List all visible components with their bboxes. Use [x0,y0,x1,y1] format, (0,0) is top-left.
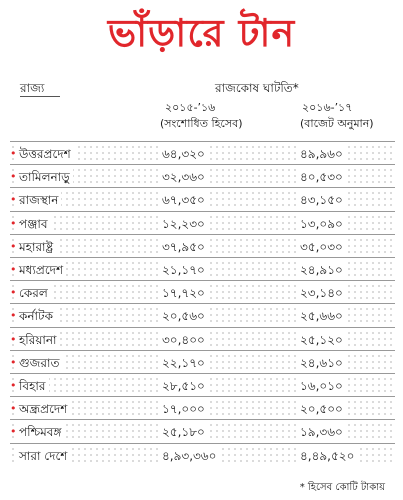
state-name: পশ্চিমবঙ্গ [18,424,64,444]
row-separator [10,164,395,165]
row-separator [10,187,395,188]
bullet-icon: • [10,402,17,415]
table-row [10,237,395,256]
deficit-2016-17: ৪০,৫৩০ [298,169,345,189]
deficit-2016-17: ২৫,১২০ [298,332,345,352]
deficit-2015-16: ২৮,৫১০ [160,378,207,398]
deficit-2016-17: ২৩,১৪০ [298,285,345,305]
table-row [10,330,395,349]
deficit-2015-16: ১৭,০০০ [160,401,207,421]
deficit-2015-16: ৩৭,৯৫০ [160,239,207,259]
deficit-2015-16: ২১,১৭০ [160,262,207,282]
row-separator [10,443,395,444]
year1-label: ২০১৫-’১৬ [165,101,216,114]
state-column-header: রাজ্য [20,81,45,95]
year2-note: (বাজেট অনুমান) [300,117,374,130]
table-row [10,144,395,163]
state-name: সারা দেশে [18,448,70,468]
footnote: * হিসেব কোটি টাকায় [299,482,385,493]
table-row [10,306,395,325]
deficit-2015-16: ৪,৯৩,৩৬০ [160,448,218,468]
deficit-2015-16: ১৭,৭২০ [160,285,207,305]
year2-label: ২০১৬-’১৭ [302,101,353,114]
table-row [10,422,395,441]
deficit-2016-17: ২৪,৯১০ [298,262,345,282]
state-name: গুজরাত [18,355,62,375]
state-name: উত্তরপ্রদেশ [18,146,74,166]
table-row [10,399,395,418]
bullet-icon: • [10,170,17,183]
deficit-2015-16: ৩০,৪০০ [160,332,207,352]
state-name: অন্ধ্রপ্রদেশ [18,401,70,421]
page-title: ভাঁড়ারে টান [107,11,296,55]
state-name: মহারাষ্ট্র [18,239,56,259]
bullet-icon: • [10,379,17,392]
row-separator [10,141,395,142]
row-separator [10,419,395,420]
row-separator [10,396,395,397]
bullet-icon: • [10,333,17,346]
bullet-icon: • [10,425,17,438]
bullet-icon: • [10,286,17,299]
table-row [10,214,395,233]
state-name: তামিলনাড়ু [18,169,73,189]
table-row [10,190,395,209]
deficit-2016-17: ২০,৫০০ [298,401,345,421]
deficit-2015-16: ২২,১৭০ [160,355,207,375]
deficit-2015-16: ৬৭,৩৫০ [160,192,207,212]
state-name: পঞ্জাব [18,216,51,236]
state-name: মধ্যপ্রদেশ [18,262,66,282]
bullet-icon: • [10,147,17,160]
bullet-icon: • [10,309,17,322]
row-separator [10,303,395,304]
row-separator [10,373,395,374]
table-row [10,283,395,302]
deficit-column-header: রাজকোষ ঘাটতি* [215,81,299,95]
deficit-2016-17: ৪৩,১৫০ [298,192,345,212]
deficit-2016-17: ২৫,৬৬০ [298,308,345,328]
deficit-2015-16: ৬৪,৩২০ [160,146,207,166]
table-row [10,260,395,279]
state-name: হরিয়ানা [18,332,60,352]
deficit-2016-17: ৩৫,০৩০ [298,239,345,259]
row-separator [10,257,395,258]
bullet-icon: • [10,263,17,276]
bullet-icon: • [10,217,17,230]
row-separator [10,234,395,235]
table-row [10,167,395,186]
deficit-2016-17: ৪,৪৯,৫২০ [298,448,356,468]
state-name: রাজস্থান [18,192,61,212]
deficit-2016-17: ১৩,০৯০ [298,216,345,236]
deficit-2015-16: ২০,৫৬০ [160,308,207,328]
state-name: কর্নাটক [18,308,56,328]
deficit-2015-16: ২৫,১৮০ [160,424,207,444]
row-separator [10,350,395,351]
deficit-2015-16: ১২,২৩০ [160,216,207,236]
deficit-2016-17: ১৬,০১০ [298,378,345,398]
state-name: কেরল [18,285,51,305]
bullet-icon: • [10,356,17,369]
table-row [10,353,395,372]
deficit-2016-17: ৪৯,৯৬০ [298,146,345,166]
row-separator [10,327,395,328]
state-header-underline [20,96,60,97]
table-row [10,376,395,395]
bullet-icon: • [10,193,17,206]
state-name: বিহার [18,378,49,398]
deficit-2015-16: ৩২,৩৬০ [160,169,207,189]
table-row [10,446,395,465]
bullet-icon: • [10,240,17,253]
deficit-2016-17: ১৯,৩৬০ [298,424,345,444]
year1-note: (সংশোধিত হিসেব) [160,117,243,130]
deficit-2016-17: ২৪,৬১০ [298,355,345,375]
row-separator [10,211,395,212]
row-separator [10,280,395,281]
